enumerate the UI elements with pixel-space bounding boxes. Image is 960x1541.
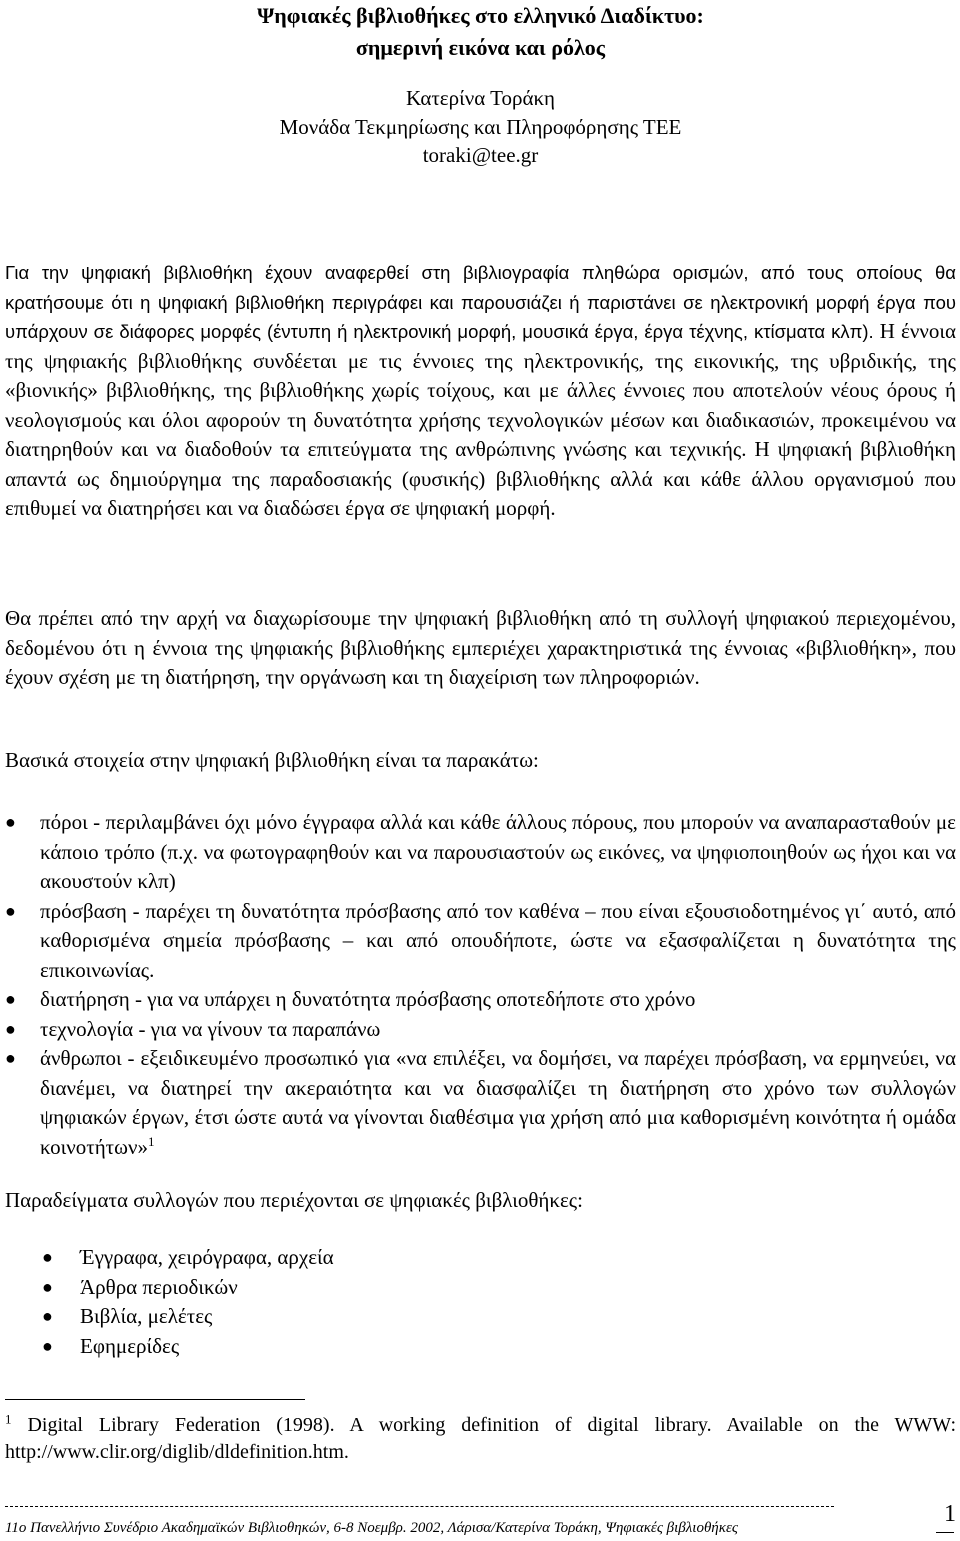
elements-intro: Βασικά στοιχεία στην ψηφιακή βιβλιοθήκη είναι τα παρακάτω: xyxy=(5,748,539,772)
bullet-icon: ● xyxy=(5,900,16,921)
examples-list xyxy=(5,1243,956,1361)
bullet-icon: ● xyxy=(42,1306,53,1326)
elements-list xyxy=(5,808,956,1162)
list-item: ● τεχνολογία - για να γίνουν τα παραπάνω xyxy=(5,1015,956,1045)
intro-sans-text: Για την ψηφιακή βιβλιοθήκη έχουν αναφερθεί στη βιβλιογραφία πληθώρα ορισμών, από τους οποίους θα κρατήσουμε ότι η ψηφιακή βιβλιοθήκη περιγράφει και παρουσιάζει ή παριστάνει σε ηλεκτρονική μορφή έργα που υπάρχουν σε διάφορες μορφές (έντυπη ή ηλεκτρονική μορφή, μουσικά έργα, έργα τέχνης, κτίσματα κλπ). xyxy=(5,262,956,342)
list-item: ● Εφημερίδες xyxy=(5,1332,956,1362)
intro-paragraph-2: Θα πρέπει από την αρχή να διαχωρίσουμε την ψηφιακή βιβλιοθήκη από τη συλλογή ψηφιακού περιεχομένου, δεδομένου ότι η έννοια της ψηφιακής βιβλιοθήκης εμπεριέχει χαρακτηριστικά της έννοιας «βιβλιοθήκη», που έχουν σχέση με τη διατήρηση, την οργάνωση και τη διαχείριση των πληροφοριών. xyxy=(5,606,956,689)
list-item: ● πρόσβαση - παρέχει τη δυνατότητα πρόσβασης από τον καθένα – που είναι εξουσιοδοτημένος γι΄ αυτό, από καθορισμένα σημεία πρόσβασης – και από οπουδήποτε, ώστε να εξασφαλίζεται η δυνατότητα της επικοινωνίας. xyxy=(5,898,956,982)
list-item: ● Άρθρα περιοδικών xyxy=(5,1273,956,1303)
list-item: ● Βιβλία, μελέτες xyxy=(5,1302,956,1332)
author-affiliation: Μονάδα Τεκμηρίωσης και Πληροφόρησης ΤΕΕ xyxy=(279,114,682,139)
list-item: ● άνθρωποι - εξειδικευμένο προσωπικό για «να επιλέξει, να δομήσει, να παρέχει πρόσβαση, να ερμηνεύει, να διανέμει, να διατηρεί την ακεραιότητα και να διασφαλίζει τη διατήρηση στο χρόνο των συλλογών ψηφιακών έργων, έτσι ώστε αυτά να γίνονται διαθέσιμα για χρήση από μια καθορισμένη κοινότητα ή ομάδα κοινοτήτων»$^1$ xyxy=(5,1046,956,1159)
bullet-icon: ● xyxy=(5,1018,16,1039)
list-item: ● διατήρηση - για να υπάρχει η δυνατότητα πρόσβασης οποτεδήποτε στο χρόνο xyxy=(5,985,956,1015)
author-email[interactable]: toraki@tee.gr xyxy=(422,143,539,167)
author-block xyxy=(5,84,956,170)
examples-heading: Παραδείγματα συλλογών που περιέχονται σε ψηφιακές βιβλιοθήκες: xyxy=(5,1188,583,1212)
footnote-separator xyxy=(5,1399,305,1400)
bullet-icon: ● xyxy=(42,1335,53,1356)
footnote xyxy=(5,1412,956,1466)
bullet-icon: ● xyxy=(5,812,16,832)
intro-paragraph-1 xyxy=(5,258,956,524)
author-name: Κατερίνα Τοράκη xyxy=(405,86,556,110)
list-item: ● Έγγραφα, χειρόγραφα, αρχεία xyxy=(5,1243,956,1273)
list-item: ● πόροι - περιλαμβάνει όχι μόνο έγγραφα αλλά και κάθε άλλους πόρους, που μπορούν να αναπαρασταθούν με κάποιο τρόπο (π.χ. να φωτογραφηθούν και να παρουσιαστούν ως εικόνες, να ψηφιοποιηθούν ως ήχοι και να ακουστούν κλπ) xyxy=(5,810,956,893)
intro-serif-text: Η έννοια της ψηφιακής βιβλιοθήκης συνδέεται με τις έννοιες της ηλεκτρονικής, της εικονικής, της υβριδικής, της «βιονικής» βιβλιοθήκης, της βιβλιοθήκης χωρίς τοίχους, και με άλλες έννοιες που αποτελούν νέους όρους ή νεολογισμούς και όλοι αφορούν τη δυνατότητα χρήσης τεχνολογικών μέσων και διαδικασιών, προκειμένου να διατηρηθούν και να διαδοθούν τα επιτεύγματα της ανθρώπινης γνώσης και τεχνικής. Η ψηφιακή βιβλιοθήκη απαντά ως δημιούργημα της παραδοσιακής (φυσικής) βιβλιοθήκης αλλά και κάθε άλλου οργανισμού που επιθυμεί να διατηρήσει και να διαδώσει έργα σε ψηφιακή μορφή. xyxy=(5,319,956,520)
bullet-icon: ● xyxy=(42,1247,53,1267)
bullet-icon: ● xyxy=(42,1276,53,1297)
bullet-icon: ● xyxy=(5,1048,16,1068)
footnote-text: Digital Library Federation (1998). A working definition of digital library. Available on the WWW: http://www.clir.org/diglib/dldefinition.htm. xyxy=(5,1414,956,1463)
bullet-icon: ● xyxy=(5,989,16,1009)
footnote-number: 1 xyxy=(5,1411,12,1427)
paper-title xyxy=(5,0,956,64)
footer-divider xyxy=(5,1506,834,1507)
page-number-underline xyxy=(936,1532,954,1533)
footer-text: 11ο Πανελλήνιο Συνέδριο Ακαδημαϊκών Βιβλιοθηκών, 6-8 Νοεμβρ. 2002, Λάρισα/Κατερίνα Τοράκη, Ψηφιακές βιβλιοθήκες xyxy=(5,1520,738,1536)
title-line-2: σημερινή εικόνα και ρόλος xyxy=(355,35,606,60)
footnote-ref[interactable]: 1 xyxy=(147,1133,155,1149)
page-number: 1 xyxy=(944,1501,956,1527)
title-line-1: Ψηφιακές βιβλιοθήκες στο ελληνικό Διαδίκτυο: xyxy=(257,3,704,28)
page-footer xyxy=(5,1518,956,1538)
